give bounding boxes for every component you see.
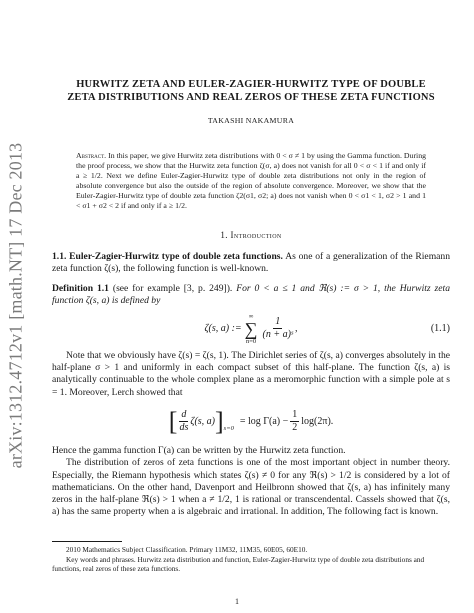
left-bracket-icon: [ xyxy=(168,406,178,436)
derivative-bottom: ds xyxy=(179,422,189,434)
paragraph-2: Hence the gamma function Γ(a) can be written by the Hurwitz zeta function. xyxy=(52,444,346,456)
abstract xyxy=(76,151,426,211)
eq1-fraction xyxy=(263,316,294,342)
sigma-icon: ∑ xyxy=(244,318,258,339)
sum-lower: n=0 xyxy=(245,337,257,345)
eq2-rhs2: log(2π). xyxy=(301,415,334,427)
footnotes xyxy=(52,541,450,574)
abstract-label: Abstract. xyxy=(76,151,107,161)
arxiv-identifier xyxy=(5,142,26,468)
eq2-subscript: s=0 xyxy=(223,424,234,432)
definition-text: For 0 < a ≤ 1 and ℜ(s) := σ > 1, the Hurwitz zeta function ζ(s, a) is defined by xyxy=(52,283,451,307)
page-number: 1 xyxy=(235,597,239,606)
equation-1-1 xyxy=(52,312,450,346)
footnote-keywords: Key words and phrases. Hurwitz zeta distribution and function, Euler-Zagier-Hurwitz type of double zeta distributions and functions, real zeros of these zeta functions. xyxy=(52,554,425,574)
definition-cite: (see for example [3, p. 249]). xyxy=(112,283,233,295)
footnote-rule xyxy=(52,541,122,542)
right-bracket-icon: ] xyxy=(215,406,224,436)
eq2-rhs1: = log Γ(a) − xyxy=(239,415,289,427)
arxiv-id-text: arXiv:1312.4712v1 [math.NT] 17 Dec 2013 xyxy=(5,142,26,468)
derivative-top: d xyxy=(179,409,188,422)
eq1-numerator: 1 xyxy=(273,316,282,329)
section-heading xyxy=(52,229,450,241)
sum-symbol xyxy=(245,313,258,345)
subsection-text: As one of a generalization of the Riemann zeta function ζ(s), the following function is well-known. xyxy=(52,250,451,274)
section-number: 1. xyxy=(220,230,228,241)
half-fraction xyxy=(290,409,299,435)
equation-number: (1.1) xyxy=(430,322,450,334)
paragraph-3: The distribution of zeros of zeta functions is one of the most important object in number theory. Especially, the Riemann hypothesis which states ζ(s) ≠ 0 for any ℜ(s) > 1/2 is considered by a lot of mathematicians. On the other hand, Davenport and Heilbronn showed that ζ(s, a) has infinitely many zeros in the half-plane ℜ(s) > 1 when a ≠ 1/2, 1 is rational or transcendental. Cassels showed that ζ(s, a) has the same property when a is algebraic and irrational. In addition, The following fact is known. xyxy=(52,457,450,518)
half-numerator: 1 xyxy=(290,409,299,422)
footnote-msc: 2010 Mathematics Subject Classification. Primary 11M32, 11M35, 60E05, 60E10. xyxy=(66,545,308,554)
subsection-paragraph xyxy=(52,251,450,276)
paragraph-1: Note that we obviously have ζ(s) = ζ(s, 1). The Dirichlet series of ζ(s, a) converges absolutely in the half-plane σ > 1 and uniformly in each compact subset of this half-plane. The function ζ(s, a) is analytically continuable to the whole complex plane as a meromorphic function with a simple pole at s = 1. Moreover, Lerch showed that xyxy=(52,349,450,398)
paper-author: TAKASHI NAKAMURA xyxy=(207,116,295,125)
derivative-fraction xyxy=(179,409,188,435)
eq1-denominator: (n + a)ˢ xyxy=(262,329,294,341)
eq2-mid: ζ(s, a) xyxy=(190,415,215,427)
paper-page xyxy=(52,78,450,519)
definition-label: Definition 1.1 xyxy=(52,283,109,295)
equation-lerch xyxy=(52,403,450,441)
abstract-text: In this paper, we give Hurwitz zeta distributions with 0 < σ ≠ 1 by using the Gamma function. During the proof process, we show that the Hurwitz zeta function ζ(σ, a) does not vanish for all 0 < σ < 1 if and only if a ≥ 1/2. Next we define Euler-Zagier-Hurwitz type of double zeta distributions not only in the region of absolute convergence but also the outside of the region of absolute convergence. Moreover, we show that the Euler-Zagier-Hurwitz type of double zeta function ζ2(σ1, σ2; a) does not vanish when 0 < σ1 < 1, σ2 > 1 and 1 < σ1 + σ2 < 2 if and only if a ≥ 1/2. xyxy=(76,151,426,211)
sum-upper: ∞ xyxy=(248,312,254,320)
subsection-heading: 1.1. Euler-Zagier-Hurwitz type of double zeta functions. xyxy=(52,250,283,262)
paper-title: HURWITZ ZETA AND EULER-ZAGIER-HURWITZ TYPE OF DOUBLE ZETA DISTRIBUTIONS AND REAL ZEROS OF THESE ZETA FUNCTIONS xyxy=(67,79,435,103)
half-denominator: 2 xyxy=(292,422,298,434)
eq1-lhs: ζ(s, a) := xyxy=(204,322,242,334)
eq1-end: , xyxy=(295,322,298,334)
definition-block xyxy=(52,283,450,308)
section-title: Introduction xyxy=(230,230,282,241)
